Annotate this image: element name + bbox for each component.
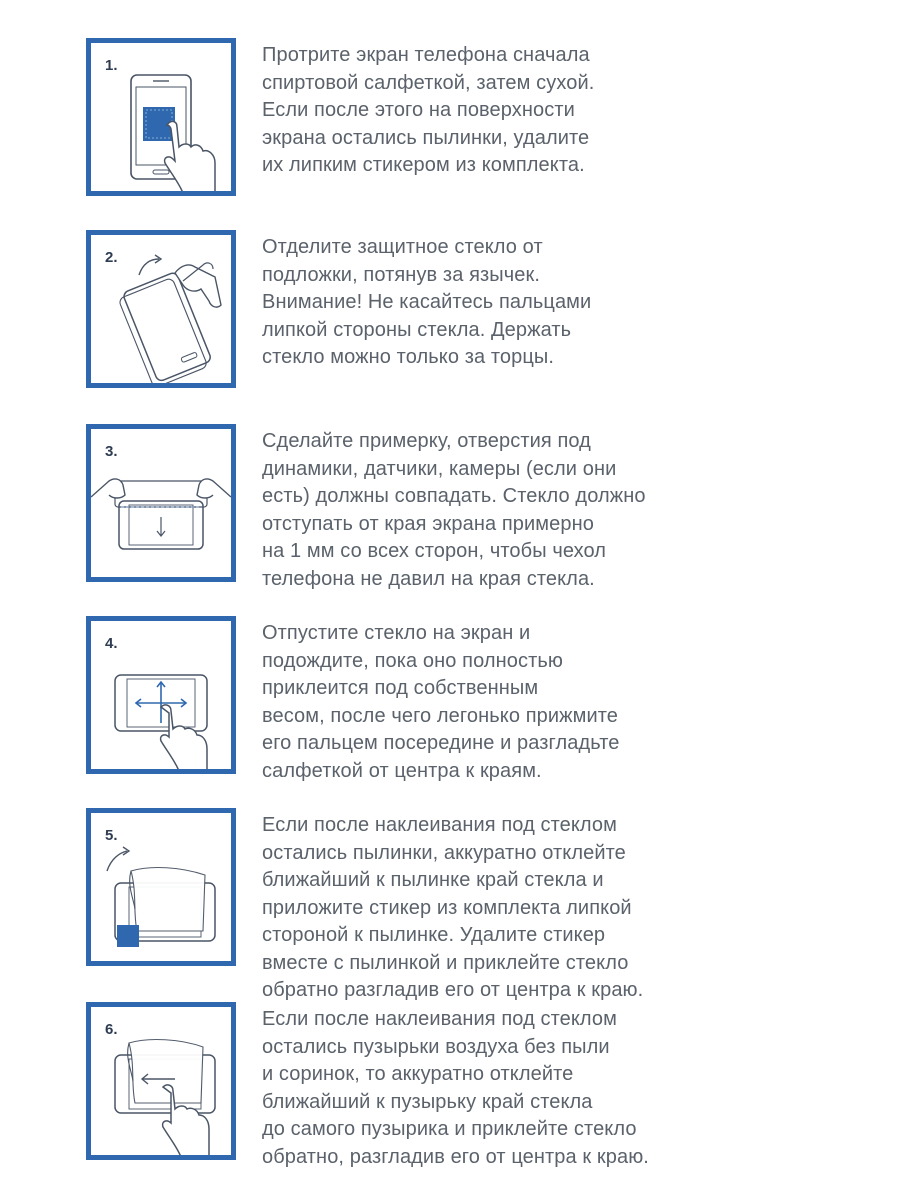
step-number: 4.: [105, 635, 118, 652]
step-text-line: их липким стикером из комплекта.: [262, 154, 585, 176]
step-2: [86, 230, 686, 392]
step-text-line: остались пузырьки воздуха без пыли: [262, 1035, 610, 1058]
step-text-line: стекло можно только за торцы.: [262, 346, 555, 368]
step-text-line: липкой стороны стекла. Держать: [262, 318, 572, 341]
step-text-line: спиртовой салфеткой, затем сухой.: [262, 71, 595, 94]
step-text-line: и соринок, то аккуратно отклейте: [262, 1063, 574, 1085]
step-text-line: Сделайте примерку, отверстия под: [262, 430, 591, 452]
step-text-line: обратно, разгладив его от центра к краю.: [262, 1145, 649, 1168]
step-2-text: [262, 234, 702, 372]
align-glass-icon: [91, 429, 231, 577]
step-2-card: [86, 230, 236, 388]
step-text-line: Если после этого на поверхности: [262, 99, 575, 121]
peel-glass-icon: [91, 235, 231, 383]
step-text-line: подождите, пока оно полностью: [262, 649, 563, 672]
step-text-line: салфеткой от центра к краям.: [262, 759, 542, 782]
step-text-line: до самого пузырика и приклейте стекло: [262, 1118, 637, 1140]
step-text-line: Внимание! Не касайтесь пальцами: [262, 291, 592, 313]
step-text-line: Если после наклеивания под стеклом: [262, 814, 617, 836]
phone-wipe-icon: [91, 43, 231, 191]
step-5: [86, 808, 686, 1001]
step-number: 6.: [105, 1021, 118, 1038]
step-text-line: есть) должны совпадать. Стекло должно: [262, 485, 646, 507]
step-text-line: обратно разгладив его от центра к краю.: [262, 979, 644, 1001]
step-1-card: [86, 38, 236, 196]
step-text-line: динамики, датчики, камеры (если они: [262, 457, 617, 480]
step-text-line: Отпустите стекло на экран и: [262, 622, 531, 644]
step-1: [86, 38, 686, 200]
step-text-line: стороной к пылинке. Удалите стикер: [262, 924, 606, 946]
step-number: 2.: [105, 249, 118, 266]
step-text-line: на 1 мм со всех сторон, чтобы чехол: [262, 540, 607, 562]
step-text-line: телефона не давил на края стекла.: [262, 567, 595, 590]
step-3-text: [262, 428, 702, 593]
step-4: [86, 616, 686, 782]
step-number: 3.: [105, 443, 118, 460]
step-text-line: его пальцем посередине и разгладьте: [262, 732, 620, 754]
step-6-card: [86, 1002, 236, 1160]
step-number: 1.: [105, 57, 118, 74]
step-4-text: [262, 620, 702, 785]
step-text-line: приклеится под собственным: [262, 677, 539, 699]
sticker-dust-icon: [91, 813, 231, 961]
step-text-line: подложки, потянув за язычек.: [262, 263, 540, 286]
press-center-icon: [91, 621, 231, 769]
remove-bubble-icon: [91, 1007, 231, 1155]
step-3: [86, 424, 686, 590]
step-text-line: ближайший к пылинке край стекла и: [262, 869, 604, 891]
step-4-card: [86, 616, 236, 774]
step-1-text: [262, 42, 702, 180]
step-3-card: [86, 424, 236, 582]
step-text-line: вместе с пылинкой и приклейте стекло: [262, 951, 629, 974]
step-text-line: Протрите экран телефона сначала: [262, 44, 590, 66]
step-text-line: остались пылинки, аккуратно отклейте: [262, 841, 626, 864]
step-text-line: отступать от края экрана примерно: [262, 512, 594, 535]
step-text-line: экрана остались пылинки, удалите: [262, 126, 590, 149]
step-text-line: весом, после чего легонько прижмите: [262, 704, 618, 727]
step-text-line: ближайший к пузырьку край стекла: [262, 1090, 593, 1113]
step-text-line: Отделите защитное стекло от: [262, 236, 543, 258]
step-5-card: [86, 808, 236, 966]
step-text-line: приложите стикер из комплекта липкой: [262, 896, 632, 919]
step-5-text: [262, 812, 702, 1005]
step-6-text: [262, 1006, 702, 1171]
step-number: 5.: [105, 827, 118, 844]
step-6: [86, 1002, 686, 1168]
step-text-line: Если после наклеивания под стеклом: [262, 1008, 617, 1030]
